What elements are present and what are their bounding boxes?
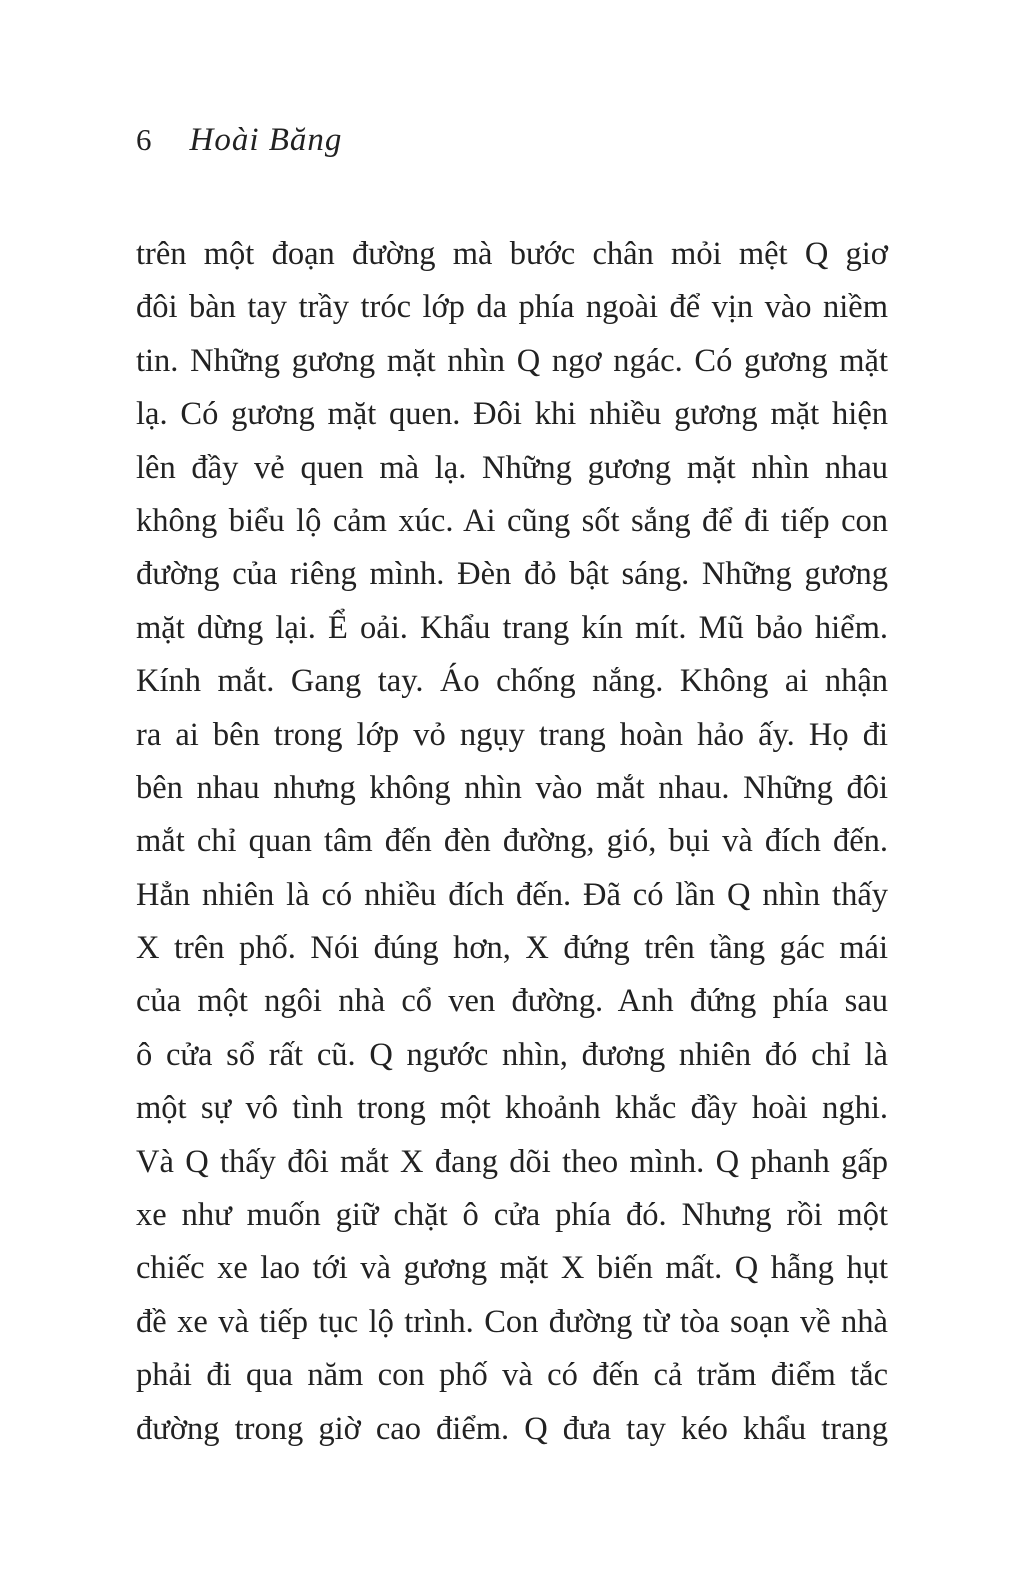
text-line: không biểu lộ cảm xúc. Ai cũng sốt sắng để đi tiếp con [136, 502, 888, 539]
text-line: ra ai bên trong lớp vỏ ngụy trang hoàn hảo ấy. Họ đi [136, 716, 888, 753]
running-head [136, 122, 342, 172]
body-text [136, 228, 888, 1456]
text-line: đôi bàn tay trầy tróc lớp da phía ngoài để vịn vào niềm [136, 289, 888, 326]
text-line: chiếc xe lao tới và gương mặt X biến mất. Q hẫng hụt [136, 1250, 888, 1287]
text-line: đề xe và tiếp tục lộ trình. Con đường từ tòa soạn về nhà [136, 1303, 888, 1340]
text-line: của một ngôi nhà cổ ven đường. Anh đứng phía sau [136, 983, 888, 1020]
text-line: xe như muốn giữ chặt ô cửa phía đó. Nhưng rồi một [136, 1197, 888, 1234]
text-line: Hẳn nhiên là có nhiều đích đến. Đã có lần Q nhìn thấy [136, 876, 888, 913]
text-line: X trên phố. Nói đúng hơn, X đứng trên tầng gác mái [136, 930, 888, 967]
text-line: ô cửa sổ rất cũ. Q ngước nhìn, đương nhiên đó chỉ là [136, 1036, 888, 1073]
text-line: mặt dừng lại. Ể oải. Khẩu trang kín mít. Mũ bảo hiểm. [136, 609, 888, 646]
text-line: lên đầy vẻ quen mà lạ. Những gương mặt nhìn nhau [136, 449, 888, 486]
text-line: một sự vô tình trong một khoảnh khắc đầy hoài nghi. [136, 1090, 888, 1127]
text-line: phải đi qua năm con phố và có đến cả trăm điểm tắc [136, 1357, 888, 1394]
text-line: Và Q thấy đôi mắt X đang dõi theo mình. Q phanh gấp [136, 1143, 888, 1180]
text-line: đường của riêng mình. Đèn đỏ bật sáng. Những gương [136, 556, 888, 593]
page-number: 6 [136, 122, 152, 157]
text-line: đường trong giờ cao điểm. Q đưa tay kéo khẩu trang [136, 1410, 888, 1447]
text-line: tin. Những gương mặt nhìn Q ngơ ngác. Có gương mặt [136, 342, 888, 379]
text-line: mắt chỉ quan tâm đến đèn đường, gió, bụi và đích đến. [136, 823, 888, 860]
running-head-author: Hoài Băng [189, 122, 343, 158]
text-line: trên một đoạn đường mà bước chân mỏi mệt Q giơ [136, 236, 888, 272]
text-line: Kính mắt. Gang tay. Áo chống nắng. Không ai nhận [136, 663, 888, 700]
text-line: bên nhau nhưng không nhìn vào mắt nhau. Những đôi [136, 769, 888, 806]
text-line: lạ. Có gương mặt quen. Đôi khi nhiều gương mặt hiện [136, 396, 888, 433]
